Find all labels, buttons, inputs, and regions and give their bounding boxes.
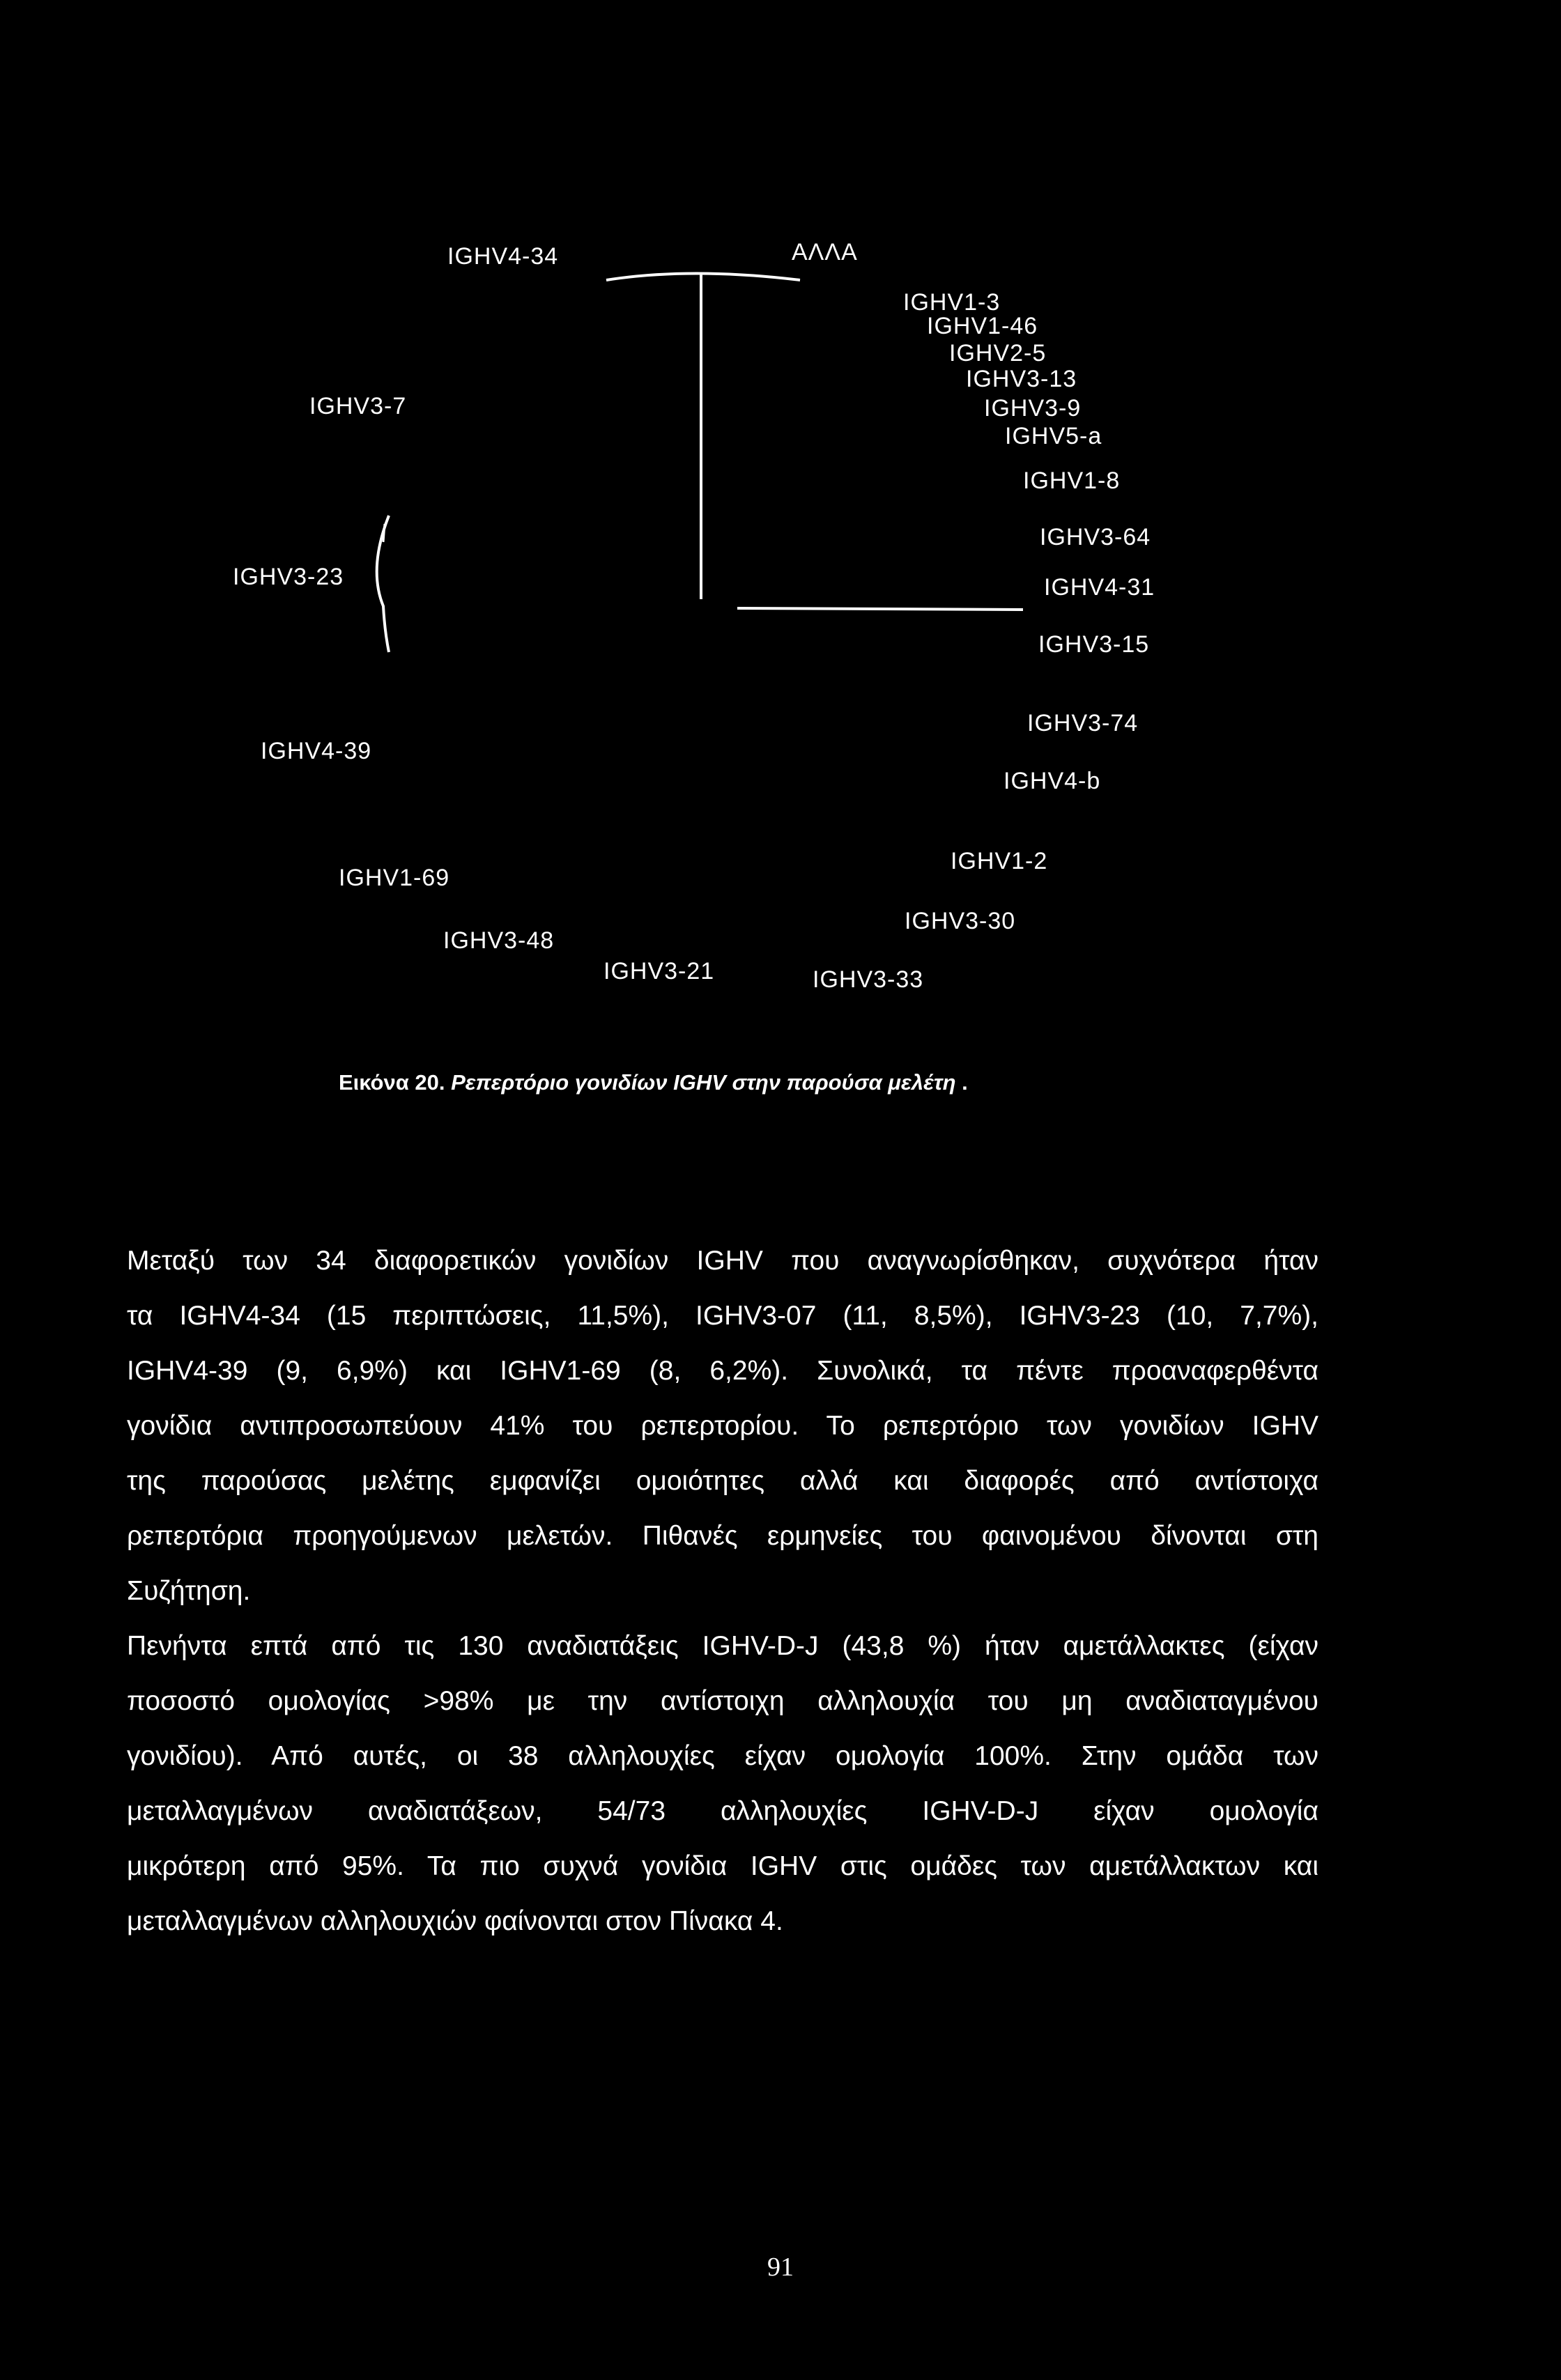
paragraph-1-line: Συζήτηση. (127, 1576, 251, 1606)
label-ighv3-23: IGHV3-23 (233, 564, 344, 590)
label-ighv1-46: IGHV1-46 (927, 313, 1038, 339)
caption-title: Ρεπερτόριο γονιδίων IGHV στην παρούσα μελέτη (451, 1070, 956, 1095)
label-alla: ΑΛΛΑ (792, 239, 858, 265)
label-ighv3-15: IGHV3-15 (1038, 631, 1150, 658)
slice-boundary-left-tick (383, 524, 385, 542)
paragraph-2-line: γονιδίου). Από αυτές, οι 38 αλληλουχίες είχαν ομολογία 100%. Στην ομάδα των (127, 1741, 1318, 1771)
label-ighv3-33: IGHV3-33 (813, 966, 924, 993)
paragraph-1-line: IGHV4-39 (9, 6,9%) και IGHV1-69 (8, 6,2%). Συνολικά, τα πέντε προαναφερθέντα (127, 1356, 1318, 1386)
label-ighv1-8: IGHV1-8 (1023, 468, 1121, 494)
paragraph-2-line: μικρότερη από 95%. Τα πιο συχνά γονίδια IGHV στις ομάδες των αμετάλλακτων και (127, 1851, 1318, 1881)
label-ighv4-39: IGHV4-39 (261, 738, 372, 764)
label-ighv3-64: IGHV3-64 (1040, 524, 1151, 550)
paragraph-2 (127, 1618, 1318, 1949)
paragraph-1-line: γονίδια αντιπροσωπεύουν 41% του ρεπερτορίου. Το ρεπερτόριο των γονιδίων IGHV (127, 1411, 1318, 1441)
label-ighv3-21: IGHV3-21 (603, 958, 715, 984)
paragraph-2-line: ποσοστό ομολογίας >98% με την αντίστοιχη αλληλουχία του μη αναδιαταγμένου (127, 1686, 1318, 1716)
label-ighv3-30: IGHV3-30 (905, 908, 1016, 934)
label-ighv3-13: IGHV3-13 (966, 366, 1077, 392)
label-ighv3-7: IGHV3-7 (309, 393, 407, 419)
label-ighv3-9: IGHV3-9 (984, 395, 1082, 422)
caption-number: Εικόνα 20. (339, 1070, 445, 1095)
figure-caption (339, 1069, 968, 1097)
label-ighv1-3: IGHV1-3 (903, 289, 1001, 316)
caption-end: . (955, 1070, 968, 1095)
paragraph-2-line: μεταλλαγμένων αναδιατάξεων, 54/73 αλληλουχίες IGHV-D-J είχαν ομολογία (127, 1796, 1318, 1826)
label-ighv4-b: IGHV4-b (1004, 768, 1101, 794)
label-ighv4-31: IGHV4-31 (1044, 574, 1155, 601)
label-ighv1-69: IGHV1-69 (339, 865, 450, 891)
label-ighv4-34: IGHV4-34 (447, 243, 559, 270)
paragraph-1-line: Μεταξύ των 34 διαφορετικών γονιδίων IGHV που αναγνωρίσθηκαν, συχνότερα ήταν (127, 1246, 1318, 1276)
label-ighv1-2: IGHV1-2 (951, 848, 1048, 874)
label-ighv2-5: IGHV2-5 (949, 340, 1047, 366)
paragraph-2-line: Πενήντα επτά από τις 130 αναδιατάξεις IGHV-D-J (43,8 %) ήταν αμετάλλακτες (είχαν (127, 1631, 1318, 1661)
label-ighv3-74: IGHV3-74 (1027, 710, 1139, 736)
paragraph-1-line: ρεπερτόρια προηγούμενων μελετών. Πιθανές ερμηνείες του φαινομένου δίνονται στη (127, 1521, 1318, 1551)
paragraph-1-line: τα IGHV4-34 (15 περιπτώσεις, 11,5%), IGHV3-07 (11, 8,5%), IGHV3-23 (10, 7,7%), (127, 1301, 1318, 1331)
slice-boundary-horizontal (737, 608, 1023, 610)
paragraph-1 (127, 1233, 1318, 1618)
slice-boundary-top-arc (606, 274, 800, 281)
label-ighv5-a: IGHV5-a (1005, 423, 1102, 449)
page-number: 91 (767, 2252, 794, 2282)
figure-lines (0, 0, 1561, 1045)
label-ighv3-48: IGHV3-48 (443, 927, 555, 954)
paragraph-1-line: της παρούσας μελέτης εμφανίζει ομοιότητες αλλά και διαφορές από αντίστοιχα (127, 1466, 1318, 1496)
paragraph-2-line: μεταλλαγμένων αλληλουχιών φαίνονται στον Πίνακα 4. (127, 1906, 783, 1936)
